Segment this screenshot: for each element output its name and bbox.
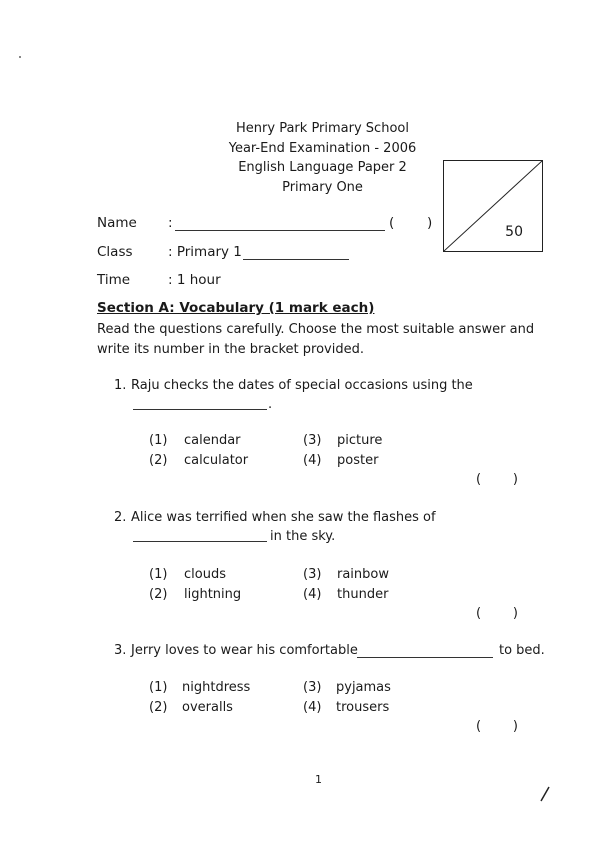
option-text: overalls	[182, 700, 233, 715]
score-box-diagonal	[444, 161, 542, 251]
option-text: nightdress	[182, 680, 251, 695]
question-text: Jerry loves to wear his comfortable	[131, 643, 358, 658]
answer-blank	[133, 529, 267, 542]
option-number: (3)	[303, 567, 322, 582]
answer-bracket[interactable]: ( )	[476, 472, 519, 487]
option-text: poster	[337, 453, 379, 468]
option-text: calendar	[184, 433, 241, 448]
option-number: (2)	[149, 700, 168, 715]
option-text: clouds	[184, 567, 226, 582]
class-label: Class	[97, 244, 133, 260]
question-number: 1.	[114, 378, 127, 393]
answer-blank	[357, 643, 493, 658]
option-text: lightning	[184, 587, 242, 602]
class-value: : Primary 1	[168, 244, 242, 260]
name-label: Name	[97, 215, 137, 231]
exam-header	[200, 119, 445, 197]
answer-bracket[interactable]: ( )	[476, 719, 519, 734]
score-box	[443, 160, 543, 252]
register-number-field[interactable]	[398, 215, 424, 231]
option-number: (2)	[149, 453, 168, 468]
option-number: (3)	[303, 680, 322, 695]
option-text: picture	[337, 433, 383, 448]
question-text: Alice was terrified when she saw the flashes of	[131, 510, 436, 525]
level-title: Primary One	[282, 179, 363, 195]
section-title: Section A: Vocabulary (1 mark each)	[97, 300, 375, 316]
option-number: (4)	[303, 453, 322, 468]
paper-title: English Language Paper 2	[238, 160, 407, 175]
question-text-suffix: .	[268, 397, 273, 412]
name-colon: :	[168, 215, 173, 231]
option-number: (2)	[149, 587, 168, 602]
time-label: Time	[97, 272, 131, 288]
answer-blank	[133, 397, 267, 410]
question-text-suffix: to bed.	[499, 643, 545, 658]
option-number: (1)	[149, 567, 168, 582]
name-field[interactable]	[175, 215, 385, 231]
option-number: (1)	[149, 680, 168, 695]
question-number: 3.	[114, 643, 127, 658]
time-value: : 1 hour	[168, 272, 221, 288]
pen-mark-icon	[538, 785, 552, 803]
option-number: (1)	[149, 433, 168, 448]
exam-title: Year-End Examination - 2006	[228, 140, 417, 156]
scan-speck	[19, 56, 21, 58]
school-name: Henry Park Primary School	[236, 121, 409, 136]
option-number: (4)	[303, 700, 322, 715]
page-number: 1	[315, 773, 322, 786]
register-bracket-close: )	[427, 215, 433, 231]
option-text: rainbow	[337, 567, 389, 582]
option-text: calculator	[184, 453, 249, 468]
question-number: 2.	[114, 510, 127, 525]
score-total: 50	[505, 224, 523, 240]
option-text: thunder	[337, 587, 389, 602]
option-number: (4)	[303, 587, 322, 602]
option-text: pyjamas	[336, 680, 391, 695]
option-text: trousers	[336, 700, 390, 715]
question-text-suffix: in the sky.	[270, 529, 336, 544]
option-number: (3)	[303, 433, 322, 448]
instruction-line-1: Read the questions carefully. Choose the most suitable answer and	[97, 322, 535, 337]
class-field[interactable]	[243, 244, 349, 260]
register-bracket-open: (	[389, 215, 395, 231]
instruction-line-2: write its number in the bracket provided.	[97, 342, 364, 357]
answer-bracket[interactable]: ( )	[476, 606, 519, 621]
question-text: Raju checks the dates of special occasions using the	[131, 378, 473, 393]
